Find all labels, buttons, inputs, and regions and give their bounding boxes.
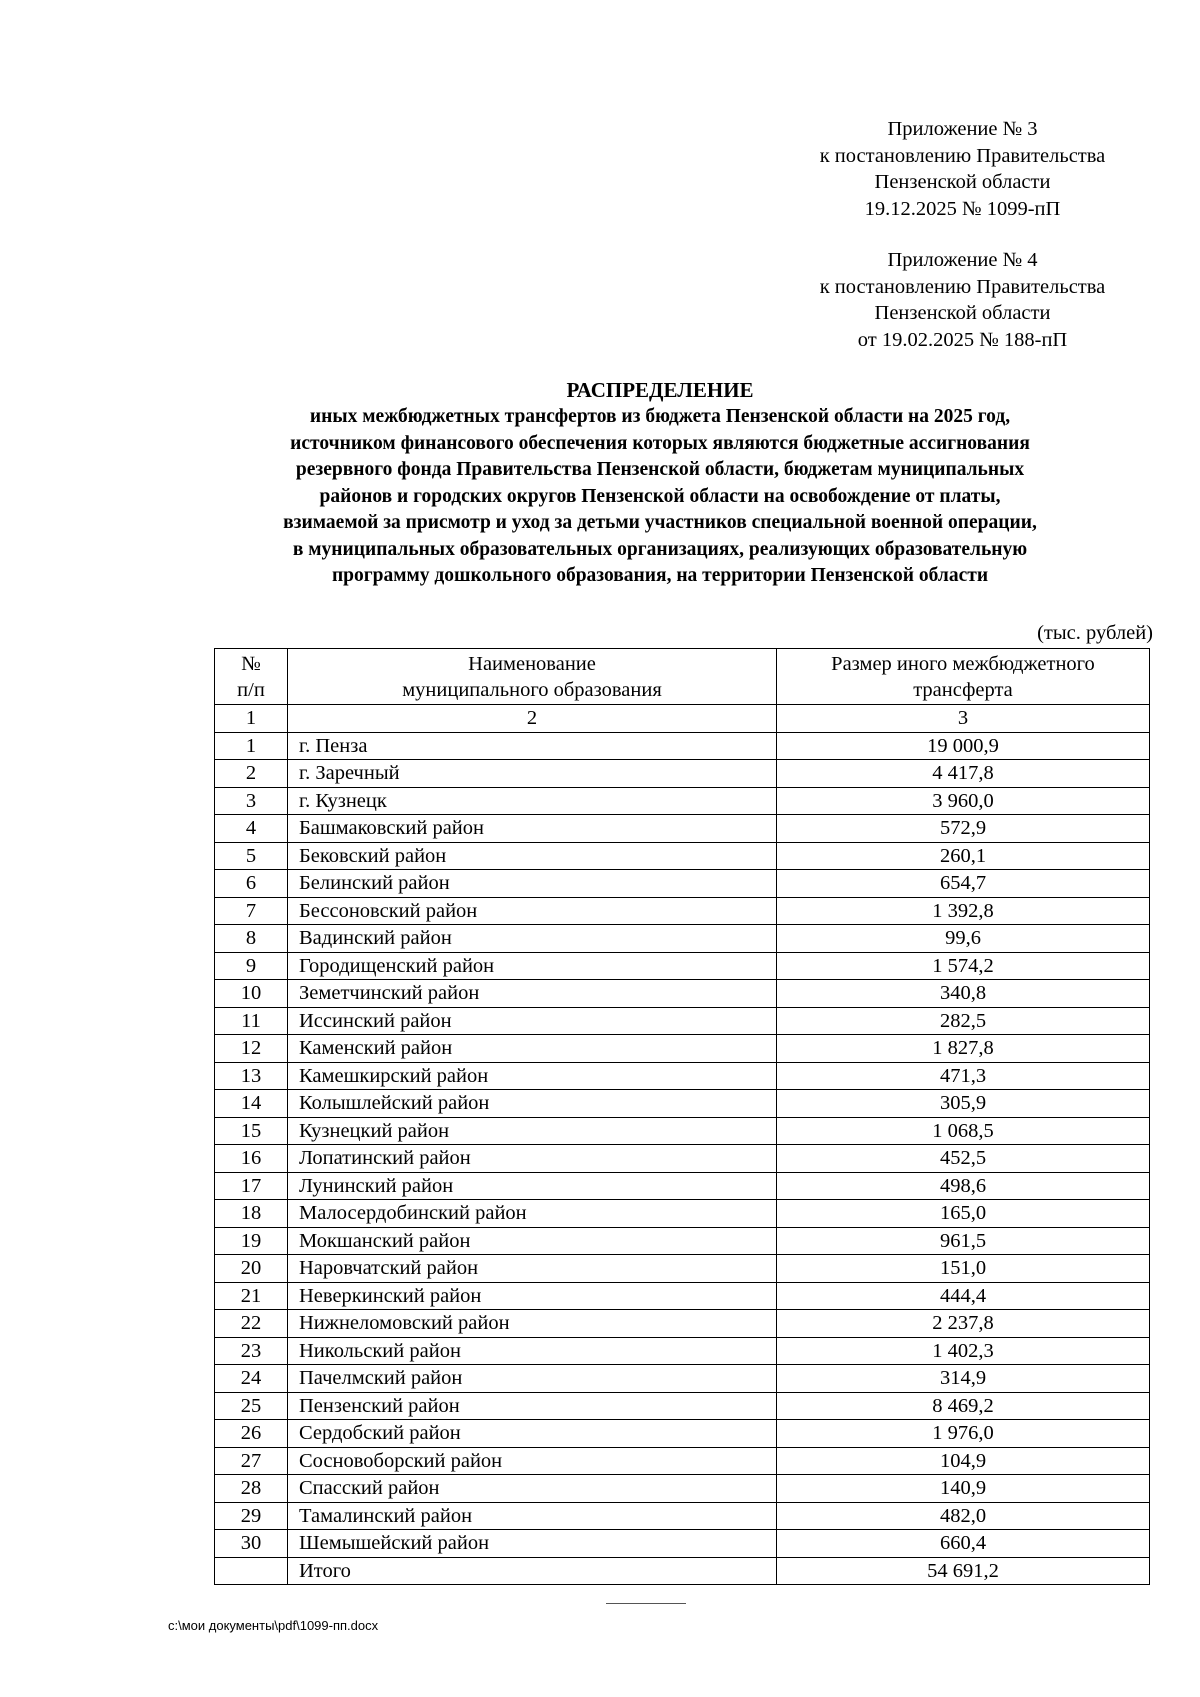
- row-value: 282,5: [777, 1007, 1150, 1035]
- row-value: 471,3: [777, 1062, 1150, 1090]
- appendix-4-line: к постановлению Правительства: [819, 275, 1106, 298]
- subtitle-line: иных межбюджетных трансфертов из бюджета Пензенской области на 2025 год,: [309, 406, 1011, 427]
- row-value: 482,0: [777, 1502, 1150, 1530]
- table-row: [215, 815, 1150, 843]
- distribution-table: [214, 648, 1150, 1585]
- row-number: 28: [215, 1475, 288, 1503]
- row-municipality: Никольский район: [288, 1337, 777, 1365]
- header-value-line2: трансферта: [913, 678, 1013, 701]
- row-value: 104,9: [777, 1447, 1150, 1475]
- row-number: 18: [215, 1200, 288, 1228]
- row-municipality: Кузнецкий район: [288, 1117, 777, 1145]
- table-row: [215, 1172, 1150, 1200]
- row-value: 4 417,8: [777, 760, 1150, 788]
- table-row: [215, 1310, 1150, 1338]
- row-number: 14: [215, 1090, 288, 1118]
- header-name: [288, 649, 777, 705]
- row-municipality: Шемышейский район: [288, 1530, 777, 1558]
- table-row: [215, 1502, 1150, 1530]
- row-value: 340,8: [777, 980, 1150, 1008]
- table-row: [215, 1475, 1150, 1503]
- row-municipality: Неверкинский район: [288, 1282, 777, 1310]
- column-index-cell: 1: [215, 705, 288, 733]
- row-value: 654,7: [777, 870, 1150, 898]
- row-municipality: Земетчинский район: [288, 980, 777, 1008]
- row-number: 21: [215, 1282, 288, 1310]
- appendix-3-line: Пензенской области: [874, 171, 1051, 193]
- row-municipality: Лунинский район: [288, 1172, 777, 1200]
- table-row: [215, 1282, 1150, 1310]
- total-label: Итого: [288, 1557, 777, 1585]
- header-num: [215, 649, 288, 705]
- row-municipality: Тамалинский район: [288, 1502, 777, 1530]
- table-row: [215, 870, 1150, 898]
- row-value: 572,9: [777, 815, 1150, 843]
- table-row: [215, 1337, 1150, 1365]
- row-number: 11: [215, 1007, 288, 1035]
- table-row: [215, 1420, 1150, 1448]
- table-row: [215, 1145, 1150, 1173]
- row-number: 25: [215, 1392, 288, 1420]
- table-row: [215, 787, 1150, 815]
- table-row: [215, 1530, 1150, 1558]
- row-number: 20: [215, 1255, 288, 1283]
- appendix-4-line: Пензенской области: [874, 302, 1051, 324]
- row-municipality: Спасский район: [288, 1475, 777, 1503]
- row-municipality: Сердобский район: [288, 1420, 777, 1448]
- row-value: 3 960,0: [777, 787, 1150, 815]
- appendix-4-line: Приложение № 4: [887, 249, 1038, 271]
- column-index-row: [215, 705, 1150, 733]
- table-row: [215, 1365, 1150, 1393]
- appendix-3-line: 19.12.2025 № 1099-пП: [864, 197, 1061, 220]
- table-row: [215, 1200, 1150, 1228]
- table-row: [215, 1035, 1150, 1063]
- row-municipality: Белинский район: [288, 870, 777, 898]
- subtitle-line: программу дошкольного образования, на территории Пензенской области: [331, 565, 989, 586]
- row-number: 19: [215, 1227, 288, 1255]
- appendix-3-line: Приложение № 3: [887, 118, 1038, 140]
- row-value: 1 402,3: [777, 1337, 1150, 1365]
- row-value: 140,9: [777, 1475, 1150, 1503]
- row-value: 1 068,5: [777, 1117, 1150, 1145]
- row-municipality: Лопатинский район: [288, 1145, 777, 1173]
- table-row: [215, 732, 1150, 760]
- header-value-line1: Размер иного межбюджетного: [831, 652, 1095, 675]
- row-municipality: Мокшанский район: [288, 1227, 777, 1255]
- row-value: 444,4: [777, 1282, 1150, 1310]
- table-row: [215, 1090, 1150, 1118]
- row-municipality: Наровчатский район: [288, 1255, 777, 1283]
- footer-file-path: c:\мои документы\pdf\1099-пп.docx: [168, 1618, 379, 1633]
- row-value: 99,6: [777, 925, 1150, 953]
- row-value: 8 469,2: [777, 1392, 1150, 1420]
- row-municipality: Камешкирский район: [288, 1062, 777, 1090]
- row-number: 29: [215, 1502, 288, 1530]
- total-row: [215, 1557, 1150, 1585]
- row-value: 165,0: [777, 1200, 1150, 1228]
- table-row: [215, 1392, 1150, 1420]
- row-number: 1: [215, 732, 288, 760]
- row-number: 8: [215, 925, 288, 953]
- table-row: [215, 1227, 1150, 1255]
- header-num-line1: №: [241, 652, 261, 675]
- row-number: 10: [215, 980, 288, 1008]
- row-value: 2 237,8: [777, 1310, 1150, 1338]
- row-value: 314,9: [777, 1365, 1150, 1393]
- row-value: 1 392,8: [777, 897, 1150, 925]
- row-value: 305,9: [777, 1090, 1150, 1118]
- column-index-cell: 3: [777, 705, 1150, 733]
- document-subtitle: [120, 404, 1200, 590]
- row-number: 22: [215, 1310, 288, 1338]
- units-label: (тыс. рублей): [1037, 622, 1153, 644]
- subtitle-line: районов и городских округов Пензенской области на освобождение от платы,: [319, 485, 1001, 507]
- appendix-4-block: [770, 247, 1155, 353]
- row-value: 19 000,9: [777, 732, 1150, 760]
- row-municipality: г. Пенза: [288, 732, 777, 760]
- row-number: 30: [215, 1530, 288, 1558]
- row-number: 17: [215, 1172, 288, 1200]
- row-value: 1 827,8: [777, 1035, 1150, 1063]
- separator-line: [606, 1603, 686, 1604]
- table-row: [215, 980, 1150, 1008]
- table-row: [215, 1007, 1150, 1035]
- row-municipality: Иссинский район: [288, 1007, 777, 1035]
- row-municipality: г. Заречный: [288, 760, 777, 788]
- row-number: 3: [215, 787, 288, 815]
- table-row: [215, 952, 1150, 980]
- table-row: [215, 925, 1150, 953]
- document-title: РАСПРЕДЕЛЕНИЕ: [566, 378, 754, 402]
- row-value: 961,5: [777, 1227, 1150, 1255]
- table-header-row: [215, 649, 1150, 705]
- row-number: 5: [215, 842, 288, 870]
- row-municipality: Вадинский район: [288, 925, 777, 953]
- header-num-line2: п/п: [237, 678, 265, 701]
- table-row: [215, 1447, 1150, 1475]
- row-number: 6: [215, 870, 288, 898]
- row-number: 27: [215, 1447, 288, 1475]
- row-number: 13: [215, 1062, 288, 1090]
- row-municipality: Сосновоборский район: [288, 1447, 777, 1475]
- table-row: [215, 897, 1150, 925]
- appendix-3-line: к постановлению Правительства: [819, 144, 1106, 167]
- appendix-3-block: [770, 116, 1155, 222]
- subtitle-line: резервного фонда Правительства Пензенской области, бюджетам муниципальных: [295, 459, 1025, 480]
- total-value: 54 691,2: [777, 1557, 1150, 1585]
- row-municipality: Каменский район: [288, 1035, 777, 1063]
- row-municipality: Бессоновский район: [288, 897, 777, 925]
- table-row: [215, 1117, 1150, 1145]
- table-row: [215, 842, 1150, 870]
- row-number: 7: [215, 897, 288, 925]
- row-number: 16: [215, 1145, 288, 1173]
- row-value: 1 574,2: [777, 952, 1150, 980]
- row-municipality: Бековский район: [288, 842, 777, 870]
- row-number: 24: [215, 1365, 288, 1393]
- row-municipality: Малосердобинский район: [288, 1200, 777, 1228]
- appendix-4-line: от 19.02.2025 № 188-пП: [857, 328, 1068, 351]
- row-municipality: Башмаковский район: [288, 815, 777, 843]
- row-value: 151,0: [777, 1255, 1150, 1283]
- row-value: 660,4: [777, 1530, 1150, 1558]
- row-number: 12: [215, 1035, 288, 1063]
- header-name-line1: Наименование: [468, 652, 596, 675]
- row-value: 498,6: [777, 1172, 1150, 1200]
- row-value: 452,5: [777, 1145, 1150, 1173]
- table-row: [215, 1062, 1150, 1090]
- row-number: 26: [215, 1420, 288, 1448]
- row-number: 15: [215, 1117, 288, 1145]
- row-municipality: Пачелмский район: [288, 1365, 777, 1393]
- subtitle-line: взимаемой за присмотр и уход за детьми участников специальной военной операции,: [283, 512, 1037, 533]
- header-value: [777, 649, 1150, 705]
- row-number: 23: [215, 1337, 288, 1365]
- header-name-line2: муниципального образования: [402, 678, 662, 701]
- column-index-cell: 2: [288, 705, 777, 733]
- row-municipality: Нижнеломовский район: [288, 1310, 777, 1338]
- row-municipality: г. Кузнецк: [288, 787, 777, 815]
- row-value: 260,1: [777, 842, 1150, 870]
- row-municipality: Колышлейский район: [288, 1090, 777, 1118]
- subtitle-line: источником финансового обеспечения которых являются бюджетные ассигнования: [290, 432, 1030, 454]
- row-municipality: Пензенский район: [288, 1392, 777, 1420]
- total-number: [215, 1557, 288, 1585]
- row-number: 9: [215, 952, 288, 980]
- row-municipality: Городищенский район: [288, 952, 777, 980]
- subtitle-line: в муниципальных образовательных организациях, реализующих образовательную: [292, 538, 1028, 560]
- table-row: [215, 760, 1150, 788]
- row-number: 4: [215, 815, 288, 843]
- row-value: 1 976,0: [777, 1420, 1150, 1448]
- table-row: [215, 1255, 1150, 1283]
- row-number: 2: [215, 760, 288, 788]
- document-title-block: [120, 377, 1200, 590]
